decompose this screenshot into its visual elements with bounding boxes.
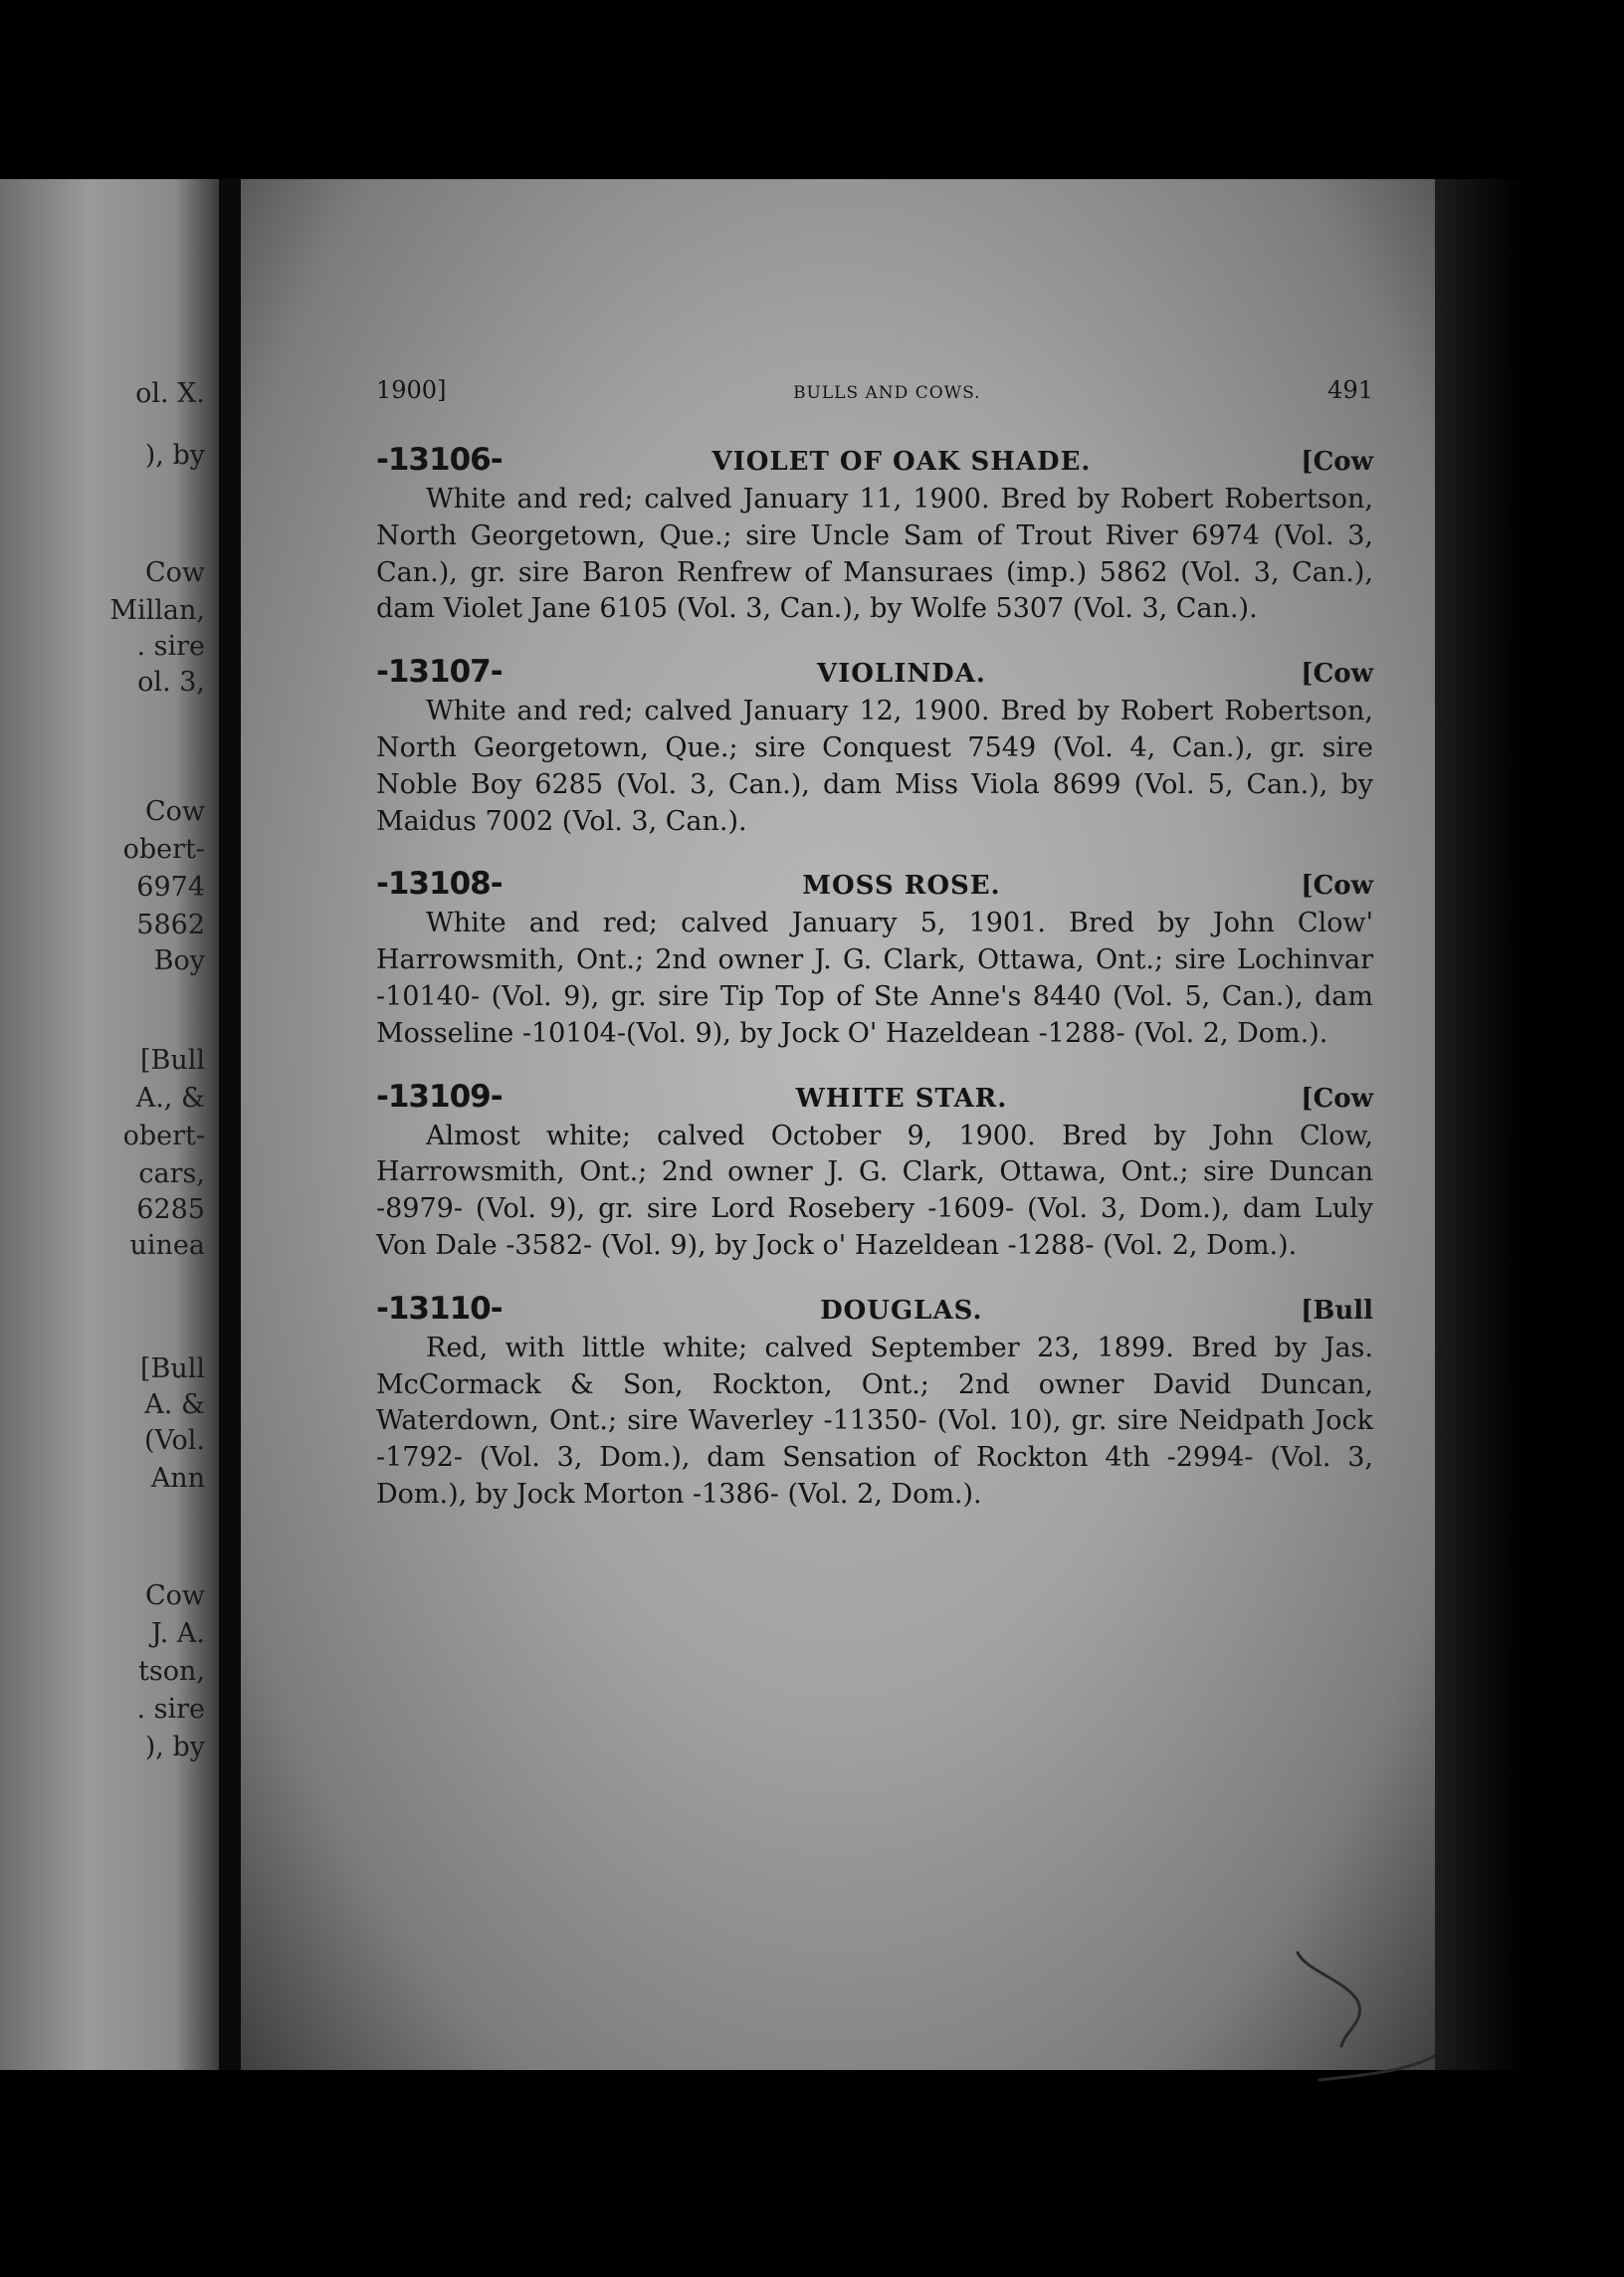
- left-fragment: tson,: [138, 1656, 205, 1687]
- left-fragment: obert-: [122, 1121, 205, 1151]
- animal-sex: [Cow: [1301, 659, 1373, 690]
- registration-number: -13110-: [376, 1290, 503, 1327]
- animal-name: VIOLINDA.: [816, 659, 986, 690]
- left-fragment: ), by: [144, 440, 205, 471]
- animal-sex: [Bull: [1301, 1295, 1373, 1326]
- animal-sex: [Cow: [1301, 447, 1373, 477]
- page-content: [376, 376, 1373, 1514]
- entry-heading: [376, 866, 1373, 904]
- left-fragment: Cow: [144, 796, 205, 827]
- left-fragment: Cow: [144, 1580, 205, 1611]
- register-entry: [376, 1079, 1373, 1265]
- register-entry: [376, 654, 1373, 840]
- left-fragment: cars,: [138, 1158, 205, 1189]
- previous-page-edge: [0, 179, 219, 2070]
- microfilm-frame: [0, 179, 1493, 2070]
- left-fragment: . sire: [136, 631, 205, 662]
- register-entry: [376, 1291, 1373, 1514]
- animal-sex: [Cow: [1301, 1083, 1373, 1114]
- left-fragment: uinea: [129, 1230, 205, 1261]
- left-fragment: [Bull: [139, 1353, 205, 1384]
- animal-name: WHITE STAR.: [795, 1083, 1008, 1114]
- left-fragment: A., &: [135, 1083, 205, 1114]
- left-fragment: [Bull: [139, 1045, 205, 1076]
- header-title: BULLS AND COWS.: [793, 383, 981, 403]
- book-page: [241, 179, 1435, 2070]
- entry-description: White and red; calved January 5, 1901. Bred by John Clow' Harrowsmith, Ont.; 2nd owner J. G. Clark, Ottawa, Ont.; sire Lochinvar -10140- (Vol. 9), gr. sire Tip Top of Ste Anne's 8440 (Vol. 5, Can.), dam Mosseline -10104-(Vol. 9), by Jock O' Hazeldean -1288- (Vol. 2, Dom.).: [376, 908, 1373, 1049]
- animal-sex: [Cow: [1301, 871, 1373, 902]
- left-fragment: ol. 3,: [137, 667, 205, 698]
- left-fragment: 6974: [136, 872, 205, 903]
- left-fragment: Millan,: [109, 595, 205, 626]
- left-fragment: . sire: [136, 1694, 205, 1725]
- registration-number: -13108-: [376, 866, 503, 903]
- animal-name: MOSS ROSE.: [802, 871, 1001, 902]
- entry-heading: [376, 1079, 1373, 1117]
- page-edge-shadow: [1435, 179, 1524, 2070]
- left-fragment: 6285: [136, 1194, 205, 1225]
- registration-number: -13107-: [376, 654, 503, 691]
- entry-heading: [376, 1291, 1373, 1329]
- running-header: [376, 376, 1373, 416]
- registration-number: -13106-: [376, 442, 503, 478]
- entry-description: Almost white; calved October 9, 1900. Bred by John Clow, Harrowsmith, Ont.; 2nd owner J. G. Clark, Ottawa, Ont.; sire Duncan -8979- (Vol. 9), gr. sire Lord Rosebery -1609- (Vol. 3, Dom.), dam Luly Von Dale -3582- (Vol. 9), by Jock o' Hazeldean -1288- (Vol. 2, Dom.).: [376, 1120, 1373, 1261]
- entry-description: Red, with little white; calved September 23, 1899. Bred by Jas. McCormack & Son, Rockton, Ont.; 2nd owner David Duncan, Waterdown, Ont.; sire Waverley -11350- (Vol. 10), gr. sire Neidpath Jock -1792- (Vol. 3, Dom.), dam Sensation of Rockton 4th -2994- (Vol. 3, Dom.), by Jock Morton -1386- (Vol. 2, Dom.).: [376, 1332, 1373, 1510]
- left-fragment: obert-: [122, 834, 205, 865]
- left-fragment: J. A.: [151, 1618, 205, 1649]
- book-gutter: [219, 179, 241, 2070]
- register-entry: [376, 866, 1373, 1052]
- animal-name: VIOLET OF OAK SHADE.: [711, 447, 1092, 477]
- entry-heading: [376, 442, 1373, 480]
- entry-description: White and red; calved January 11, 1900. Bred by Robert Robertson, North Georgetown, Que.; sire Uncle Sam of Trout River 6974 (Vol. 3, Can.), gr. sire Baron Renfrew of Mansuraes (imp.) 5862 (Vol. 3, Can.), dam Violet Jane 6105 (Vol. 3, Can.), by Wolfe 5307 (Vol. 3, Can.).: [376, 484, 1373, 625]
- left-fragment: 5862: [136, 910, 205, 940]
- page-number: 491: [1327, 376, 1373, 404]
- left-fragment: Boy: [153, 945, 205, 976]
- registration-number: -13109-: [376, 1078, 503, 1115]
- entry-description: White and red; calved January 12, 1900. Bred by Robert Robertson, North Georgetown, Que.; sire Conquest 7549 (Vol. 4, Can.), gr. sire Noble Boy 6285 (Vol. 3, Can.), dam Miss Viola 8699 (Vol. 5, Can.), by Maidus 7002 (Vol. 3, Can.).: [376, 696, 1373, 837]
- left-fragment: ol. X.: [135, 378, 205, 409]
- left-fragment: A. &: [144, 1389, 205, 1420]
- left-fragment: (Vol.: [143, 1425, 205, 1456]
- left-fragment: ), by: [144, 1732, 205, 1762]
- left-fragment: Ann: [150, 1463, 205, 1494]
- animal-name: DOUGLAS.: [820, 1295, 983, 1326]
- header-year: 1900]: [376, 376, 447, 404]
- register-entry: [376, 442, 1373, 628]
- left-fragment: Cow: [144, 557, 205, 588]
- entry-heading: [376, 654, 1373, 692]
